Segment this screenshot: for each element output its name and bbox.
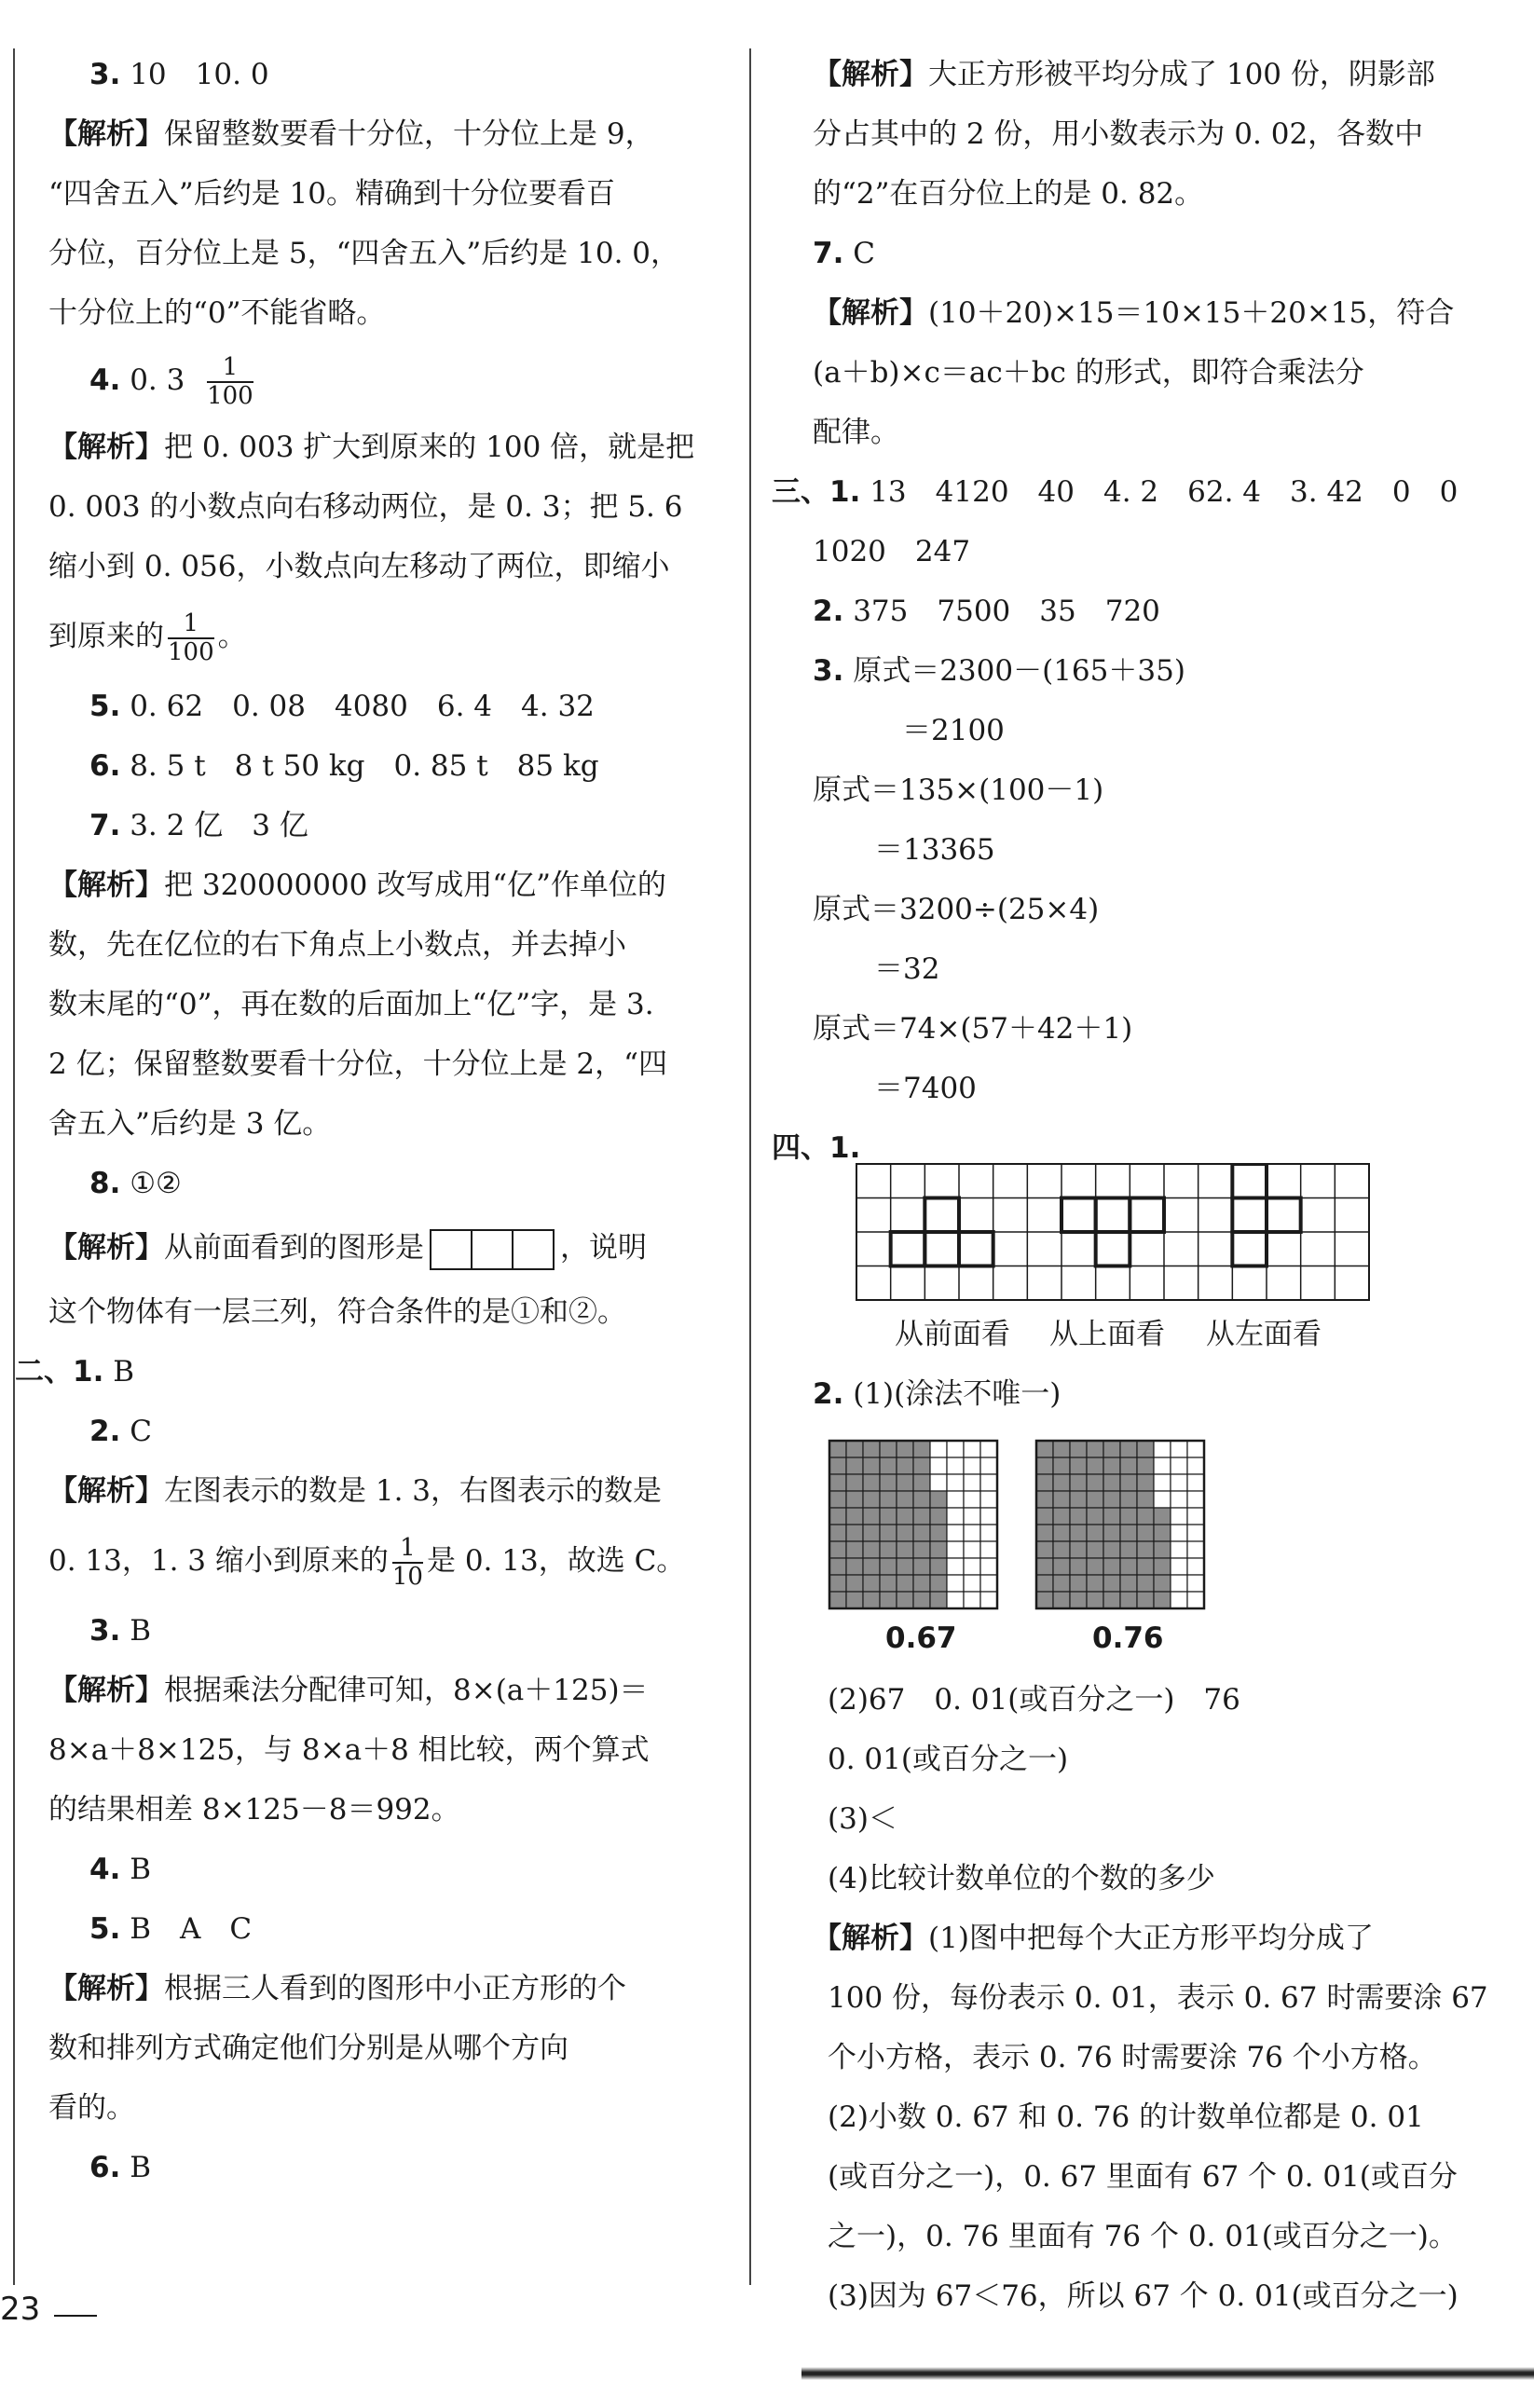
grid-cell xyxy=(980,1474,997,1491)
grid-cell-shaded xyxy=(880,1525,897,1541)
view-cell-2 xyxy=(1232,1198,1267,1233)
text-line: 看的。 xyxy=(48,2091,135,2125)
calc-line: 原式＝3200÷(25×4) xyxy=(813,893,1100,926)
grid-cell xyxy=(947,1558,964,1575)
grid-cell-shaded xyxy=(1103,1592,1120,1608)
grid-cell xyxy=(1171,1474,1187,1491)
grid-cell xyxy=(1154,1491,1171,1508)
text-line: 8×a＋8×125，与 8×a＋8 相比较，两个算式 xyxy=(48,1733,650,1767)
grid-cell-shaded xyxy=(1120,1508,1137,1525)
grid-value-076: 0.76 xyxy=(1092,1621,1164,1655)
grid-cell-shaded xyxy=(846,1525,863,1541)
answer-3: 3. B xyxy=(89,1614,151,1648)
grid-cell-shaded xyxy=(880,1491,897,1508)
grid-cell-shaded xyxy=(1120,1575,1137,1592)
text-line: 数和排列方式确定他们分别是从哪个方向 xyxy=(48,2032,568,2065)
view-cell-2 xyxy=(1232,1232,1267,1266)
view-cell-1 xyxy=(1096,1198,1130,1233)
grid-cell-shaded xyxy=(1103,1474,1120,1491)
grid-cell xyxy=(930,1474,947,1491)
text-line: 缩小到 0. 056，小数点向左移动了两位，即缩小 xyxy=(48,550,670,583)
grid-cell-shaded xyxy=(1053,1474,1070,1491)
right-column-cont2 xyxy=(813,1670,1517,2326)
text-line: “四舍五入”后约是 10。精确到十分位要看百 xyxy=(48,177,615,211)
view-cell-1 xyxy=(1130,1198,1164,1233)
page-number-dash xyxy=(54,2315,97,2317)
text-line: 数，先在亿位的右下角点上小数点，并去掉小 xyxy=(48,928,626,962)
grid-cell-shaded xyxy=(846,1575,863,1592)
hundred-grid-076 xyxy=(1034,1439,1206,1610)
grid-cell xyxy=(1154,1457,1171,1474)
grid-cell xyxy=(947,1508,964,1525)
calc-line: 原式＝74×(57＋42＋1) xyxy=(813,1012,1133,1046)
grid-cell xyxy=(980,1491,997,1508)
text-line: 这个物体有一层三列，符合条件的是①和②。 xyxy=(48,1295,626,1329)
left-column xyxy=(15,58,729,2197)
answer-5: 5. B A C xyxy=(89,1912,253,1946)
grid-cell-shaded xyxy=(1053,1592,1070,1608)
grid-value-067: 0.67 xyxy=(885,1621,957,1655)
grid-cell-shaded xyxy=(1070,1474,1087,1491)
grid-cell-shaded xyxy=(1087,1525,1103,1541)
grid-cell-shaded xyxy=(863,1592,880,1608)
calc-line: ＝13365 xyxy=(874,833,995,867)
calc-line: ＝2100 xyxy=(902,714,1005,747)
grid-cell-shaded xyxy=(1154,1508,1171,1525)
grid-cell-shaded xyxy=(1070,1558,1087,1575)
grid-cell-shaded xyxy=(1036,1441,1053,1457)
analysis-line: 【解析】(10＋20)×15＝10×15＋20×15，符合 xyxy=(813,296,1455,330)
text-line: (3)＜ xyxy=(828,1802,897,1836)
grid-cell-shaded xyxy=(863,1474,880,1491)
fraction: $\frac{1}{100}$ xyxy=(168,609,214,666)
grid-cell xyxy=(947,1474,964,1491)
grid-cell xyxy=(964,1508,980,1525)
grid-cell-shaded xyxy=(829,1525,846,1541)
grid-cell-shaded xyxy=(829,1441,846,1457)
grid-cell-shaded xyxy=(1070,1541,1087,1558)
view-cell-0 xyxy=(925,1198,959,1233)
grid-cell xyxy=(1171,1491,1187,1508)
analysis-line: 【解析】大正方形被平均分成了 100 份，阴影部 xyxy=(813,58,1435,91)
page-edge-shadow xyxy=(801,2367,1534,2380)
grid-cell-shaded xyxy=(1053,1525,1070,1541)
grid-cell-shaded xyxy=(1154,1525,1171,1541)
grid-cell-shaded xyxy=(863,1441,880,1457)
answer-7: 7. 3. 2 亿 3 亿 xyxy=(89,809,308,842)
view-cell-2 xyxy=(1232,1164,1267,1198)
text-line: (2)67 0. 01(或百分之一) 76 xyxy=(828,1683,1240,1717)
grid-cell-shaded xyxy=(930,1525,947,1541)
grid-cell-shaded xyxy=(1154,1541,1171,1558)
grid-cell xyxy=(1187,1474,1204,1491)
grid-cell-shaded xyxy=(1120,1474,1137,1491)
grid-cell xyxy=(980,1541,997,1558)
grid-cell xyxy=(980,1508,997,1525)
grid-cell-shaded xyxy=(1103,1508,1120,1525)
grid-cell-shaded xyxy=(1120,1592,1137,1608)
grid-cell xyxy=(947,1592,964,1608)
grid-cell-shaded xyxy=(1137,1575,1154,1592)
view-label-front: 从前面看 xyxy=(895,1318,1010,1351)
three-views-figure xyxy=(856,1163,1370,1301)
grid-cell xyxy=(1187,1508,1204,1525)
grid-cell-shaded xyxy=(829,1575,846,1592)
grid-cell-shaded xyxy=(846,1558,863,1575)
grid-cell-shaded xyxy=(1137,1457,1154,1474)
left-margin-rule xyxy=(13,48,15,2285)
grid-cell-shaded xyxy=(897,1525,913,1541)
analysis-line: 【解析】(1)图中把每个大正方形平均分成了 xyxy=(813,1922,1374,1955)
section-4-answer-1: 四、1. xyxy=(772,1131,861,1165)
text-line: 之一)，0. 76 里面有 76 个 0. 01(或百分之一)。 xyxy=(828,2220,1458,2253)
grid-cell xyxy=(930,1457,947,1474)
grid-cell-shaded xyxy=(1120,1441,1137,1457)
grid-cell xyxy=(980,1525,997,1541)
text-line: 0. 01(或百分之一) xyxy=(828,1743,1069,1776)
grid-cell-shaded xyxy=(913,1575,930,1592)
calc-line: ＝32 xyxy=(874,952,940,986)
grid-cell-shaded xyxy=(913,1441,930,1457)
grid-cell xyxy=(1171,1541,1187,1558)
analysis-line: 【解析】把 320000000 改写成用“亿”作单位的 xyxy=(48,869,666,902)
answer-5: 5. 0. 62 0. 08 4080 6. 4 4. 32 xyxy=(89,690,595,723)
answer-7: 7. C xyxy=(813,237,875,270)
grid-cell-shaded xyxy=(863,1457,880,1474)
answer-6: 6. B xyxy=(89,2151,151,2184)
grid-cell-shaded xyxy=(846,1592,863,1608)
answer-4: 4. B xyxy=(89,1853,151,1886)
grid-cell-shaded xyxy=(1087,1558,1103,1575)
grid-cell-shaded xyxy=(1036,1508,1053,1525)
grid-cell-shaded xyxy=(1137,1525,1154,1541)
fraction: $\frac{1}{10}$ xyxy=(391,1533,423,1591)
grid-cell-shaded xyxy=(930,1592,947,1608)
grid-cell xyxy=(947,1525,964,1541)
grid-cell-shaded xyxy=(1036,1491,1053,1508)
analysis-line: 【解析】保留整数要看十分位，十分位上是 9， xyxy=(48,117,654,151)
grid-cell-shaded xyxy=(880,1558,897,1575)
analysis-line: 【解析】根据乘法分配律可知，8×(a＋125)＝ xyxy=(48,1674,649,1707)
grid-cell-shaded xyxy=(1070,1575,1087,1592)
grid-cell-shaded xyxy=(913,1541,930,1558)
right-column xyxy=(772,58,1502,1178)
grid-cell-shaded xyxy=(1036,1558,1053,1575)
grid-cell xyxy=(1187,1525,1204,1541)
text-line: 数末尾的“0”，再在数的后面加上“亿”字，是 3. xyxy=(48,988,654,1021)
grid-cell-shaded xyxy=(1103,1575,1120,1592)
right-column-cont xyxy=(813,1364,1502,1424)
grid-cell-shaded xyxy=(1070,1508,1087,1525)
grid-cell-shaded xyxy=(1087,1441,1103,1457)
grid-cell-shaded xyxy=(897,1441,913,1457)
grid-cell-shaded xyxy=(1120,1525,1137,1541)
grid-cell xyxy=(1171,1592,1187,1608)
grid-cell-shaded xyxy=(1137,1474,1154,1491)
text-line: 个小方格，表示 0. 76 时需要涂 76 个小方格。 xyxy=(828,2041,1437,2074)
grid-cell-shaded xyxy=(1053,1508,1070,1525)
grid-cell-shaded xyxy=(1036,1457,1053,1474)
grid-cell-shaded xyxy=(1103,1558,1120,1575)
grid-cell-shaded xyxy=(1070,1457,1087,1474)
grid-cell-shaded xyxy=(1070,1525,1087,1541)
grid-cell xyxy=(1187,1575,1204,1592)
grid-cell-shaded xyxy=(1087,1491,1103,1508)
grid-cell-shaded xyxy=(1053,1558,1070,1575)
view-cell-2 xyxy=(1267,1198,1301,1233)
text-line: 配律。 xyxy=(813,416,899,449)
front-view-figure xyxy=(430,1229,555,1270)
grid-cell xyxy=(980,1457,997,1474)
grid-cell-shaded xyxy=(880,1592,897,1608)
grid-cell xyxy=(1187,1441,1204,1457)
grid-cell-shaded xyxy=(1070,1441,1087,1457)
text-line: 舍五入”后约是 3 亿。 xyxy=(48,1107,332,1141)
grid-cell xyxy=(1187,1491,1204,1508)
grid-cell xyxy=(964,1525,980,1541)
text-line: 0. 13，1. 3 缩小到原来的 $\frac{1}{10}$ 是 0. 13，故选 C。 xyxy=(48,1533,686,1591)
grid-cell xyxy=(980,1575,997,1592)
answer-3: 3. 原式＝2300－(165＋35) xyxy=(813,654,1185,688)
view-cell-0 xyxy=(891,1232,925,1266)
grid-cell xyxy=(980,1441,997,1457)
grid-cell-shaded xyxy=(846,1474,863,1491)
fraction: $\frac{1}{100}$ xyxy=(207,352,253,410)
text-line: 十分位上的“0”不能省略。 xyxy=(48,296,386,330)
grid-cell-shaded xyxy=(1137,1592,1154,1608)
text-line: 的结果相差 8×125－8＝992。 xyxy=(48,1793,460,1827)
grid-cell xyxy=(1187,1457,1204,1474)
text-line: (a＋b)×c＝ac＋bc 的形式，即符合乘法分 xyxy=(813,356,1364,390)
grid-cell-shaded xyxy=(880,1575,897,1592)
grid-cell xyxy=(947,1575,964,1592)
text-line: 到原来的 $\frac{1}{100}$ 。 xyxy=(48,609,247,666)
grid-cell-shaded xyxy=(846,1491,863,1508)
grid-cell-shaded xyxy=(1053,1491,1070,1508)
grid-cell-shaded xyxy=(897,1592,913,1608)
grid-cell-shaded xyxy=(1120,1457,1137,1474)
grid-cell-shaded xyxy=(880,1474,897,1491)
analysis-line: 【解析】左图表示的数是 1. 3，右图表示的数是 xyxy=(48,1474,663,1508)
grid-cell-shaded xyxy=(913,1508,930,1525)
text-line: 100 份，每份表示 0. 01，表示 0. 67 时需要涂 67 xyxy=(828,1981,1488,2015)
grid-cell xyxy=(1171,1457,1187,1474)
text-line: (4)比较计数单位的个数的多少 xyxy=(828,1862,1215,1895)
view-cell-0 xyxy=(925,1232,959,1266)
grid-cell xyxy=(980,1558,997,1575)
grid-cell-shaded xyxy=(930,1575,947,1592)
grid-cell-shaded xyxy=(930,1541,947,1558)
text-line: 1020 247 xyxy=(813,535,971,568)
grid-cell-shaded xyxy=(1036,1541,1053,1558)
grid-cell-shaded xyxy=(1103,1541,1120,1558)
grid-cell-shaded xyxy=(1070,1592,1087,1608)
grid-cell-shaded xyxy=(897,1491,913,1508)
answer-2: 2. C xyxy=(89,1415,152,1448)
grid-cell-shaded xyxy=(930,1558,947,1575)
grid-cell xyxy=(1171,1508,1187,1525)
view-label-top: 从上面看 xyxy=(1049,1318,1165,1351)
grid-cell-shaded xyxy=(1137,1541,1154,1558)
grid-cell-shaded xyxy=(863,1558,880,1575)
answer-2: 2. (1)(涂法不唯一) xyxy=(813,1377,1061,1411)
text-line: 分位，百分位上是 5，“四舍五入”后约是 10. 0， xyxy=(48,237,680,270)
grid-cell xyxy=(1154,1441,1171,1457)
grid-cell-shaded xyxy=(1053,1457,1070,1474)
grid-cell-shaded xyxy=(1036,1592,1053,1608)
grid-cell-shaded xyxy=(829,1508,846,1525)
text-line: 的“2”在百分位上的是 0. 82。 xyxy=(813,177,1204,211)
grid-cell-shaded xyxy=(1137,1491,1154,1508)
hundred-grid-067 xyxy=(828,1439,999,1610)
answer-4: 4. 0. 3 $\frac{1}{100}$ xyxy=(89,352,253,410)
grid-cell xyxy=(964,1592,980,1608)
grid-cell-shaded xyxy=(829,1541,846,1558)
grid-cell-shaded xyxy=(897,1457,913,1474)
grid-cell xyxy=(964,1558,980,1575)
grid-cell-shaded xyxy=(1103,1525,1120,1541)
grid-cell-shaded xyxy=(829,1491,846,1508)
grid-cell xyxy=(1187,1592,1204,1608)
grid-cell xyxy=(980,1592,997,1608)
analysis-line: 【解析】把 0. 003 扩大到原来的 100 倍，就是把 xyxy=(48,431,695,464)
grid-cell-shaded xyxy=(913,1457,930,1474)
grid-cell-shaded xyxy=(1103,1491,1120,1508)
grid-cell-shaded xyxy=(863,1525,880,1541)
grid-cell xyxy=(947,1441,964,1457)
grid-cell-shaded xyxy=(1154,1592,1171,1608)
grid-cell-shaded xyxy=(1053,1575,1070,1592)
grid-cell-shaded xyxy=(1087,1575,1103,1592)
grid-cell-shaded xyxy=(913,1525,930,1541)
grid-cell xyxy=(1171,1525,1187,1541)
grid-cell-shaded xyxy=(913,1474,930,1491)
grid-cell xyxy=(1171,1441,1187,1457)
text-line: 2 亿；保留整数要看十分位，十分位上是 2，“四 xyxy=(48,1047,668,1081)
grid-cell-shaded xyxy=(829,1592,846,1608)
grid-cell xyxy=(1187,1558,1204,1575)
text-line: (或百分之一)，0. 67 里面有 67 个 0. 01(或百分 xyxy=(828,2160,1458,2194)
grid-cell-shaded xyxy=(1137,1441,1154,1457)
grid-cell-shaded xyxy=(1087,1457,1103,1474)
grid-cell xyxy=(1187,1541,1204,1558)
grid-cell-shaded xyxy=(829,1474,846,1491)
answer-2: 2. 375 7500 35 720 xyxy=(813,595,1160,628)
grid-cell-shaded xyxy=(897,1558,913,1575)
answer-3: 3. 10 10. 0 xyxy=(89,58,269,91)
grid-cell-shaded xyxy=(846,1441,863,1457)
grid-cell-shaded xyxy=(1103,1441,1120,1457)
analysis-line: 【解析】从前面看到的图形是 ，说明 xyxy=(48,1213,729,1282)
grid-cell-shaded xyxy=(1053,1541,1070,1558)
grid-cell-shaded xyxy=(880,1457,897,1474)
grid-cell-shaded xyxy=(1036,1525,1053,1541)
grid-cell xyxy=(930,1441,947,1457)
section-3-answer-1: 三、1. 13 4120 40 4. 2 62. 4 3. 42 0 0 xyxy=(772,475,1459,509)
grid-cell-shaded xyxy=(863,1491,880,1508)
grid-cell xyxy=(964,1441,980,1457)
grid-cell-shaded xyxy=(1070,1491,1087,1508)
grid-cell-shaded xyxy=(897,1575,913,1592)
text-line: 分占其中的 2 份，用小数表示为 0. 02，各数中 xyxy=(813,117,1424,151)
grid-cell-shaded xyxy=(1103,1457,1120,1474)
grid-cell-shaded xyxy=(1154,1575,1171,1592)
grid-cell-shaded xyxy=(846,1508,863,1525)
grid-cell-shaded xyxy=(913,1491,930,1508)
grid-cell-shaded xyxy=(1036,1575,1053,1592)
grid-cell-shaded xyxy=(863,1508,880,1525)
grid-cell xyxy=(947,1491,964,1508)
view-cell-1 xyxy=(1096,1232,1130,1266)
answer-8: 8. ①② xyxy=(89,1167,182,1200)
section-2-answer-1: 二、1. B xyxy=(15,1355,134,1389)
grid-cell-shaded xyxy=(846,1541,863,1558)
grid-cell-shaded xyxy=(1137,1558,1154,1575)
grid-cell-shaded xyxy=(880,1541,897,1558)
grid-cell xyxy=(1154,1474,1171,1491)
grid-cell xyxy=(947,1457,964,1474)
view-label-left: 从左面看 xyxy=(1206,1318,1322,1351)
grid-cell xyxy=(964,1575,980,1592)
grid-cell-shaded xyxy=(1036,1474,1053,1491)
grid-cell xyxy=(1171,1558,1187,1575)
grid-cell-shaded xyxy=(1053,1441,1070,1457)
grid-cell-shaded xyxy=(863,1575,880,1592)
grid-cell xyxy=(964,1541,980,1558)
grid-cell-shaded xyxy=(1087,1541,1103,1558)
view-cell-1 xyxy=(1061,1198,1096,1233)
grid-cell-shaded xyxy=(846,1457,863,1474)
grid-cell-shaded xyxy=(1120,1558,1137,1575)
text-line: 0. 003 的小数点向右移动两位，是 0. 3；把 5. 6 xyxy=(48,490,683,524)
calc-line: 原式＝135×(100－1) xyxy=(813,773,1104,807)
grid-cell xyxy=(947,1541,964,1558)
calc-line: ＝7400 xyxy=(874,1072,977,1105)
grid-cell-shaded xyxy=(880,1441,897,1457)
grid-cell-shaded xyxy=(880,1508,897,1525)
grid-cell-shaded xyxy=(1137,1508,1154,1525)
grid-cell-shaded xyxy=(913,1558,930,1575)
grid-cell-shaded xyxy=(829,1558,846,1575)
grid-cell-shaded xyxy=(897,1508,913,1525)
grid-cell xyxy=(964,1474,980,1491)
grid-cell-shaded xyxy=(1087,1474,1103,1491)
grid-cell-shaded xyxy=(1154,1558,1171,1575)
page-number: 23 xyxy=(0,2291,41,2328)
grid-cell-shaded xyxy=(897,1474,913,1491)
answer-6: 6. 8. 5 t 8 t 50 kg 0. 85 t 85 kg xyxy=(89,749,599,783)
grid-cell-shaded xyxy=(1120,1541,1137,1558)
grid-cell-shaded xyxy=(1087,1508,1103,1525)
grid-cell xyxy=(964,1491,980,1508)
grid-cell xyxy=(964,1457,980,1474)
text-line: (2)小数 0. 67 和 0. 76 的计数单位都是 0. 01 xyxy=(828,2100,1424,2134)
grid-cell-shaded xyxy=(829,1457,846,1474)
column-divider xyxy=(749,48,751,2285)
grid-cell-shaded xyxy=(913,1592,930,1608)
grid-cell-shaded xyxy=(1120,1491,1137,1508)
grid-cell-shaded xyxy=(863,1541,880,1558)
grid-cell-shaded xyxy=(930,1508,947,1525)
view-cell-0 xyxy=(959,1232,993,1266)
grid-cell-shaded xyxy=(1087,1592,1103,1608)
text-line: (3)因为 67＜76，所以 67 个 0. 01(或百分之一) xyxy=(828,2279,1459,2313)
analysis-line: 【解析】根据三人看到的图形中小正方形的个 xyxy=(48,1972,626,2005)
grid-cell-shaded xyxy=(897,1541,913,1558)
grid-cell-shaded xyxy=(930,1491,947,1508)
grid-cell xyxy=(1171,1575,1187,1592)
